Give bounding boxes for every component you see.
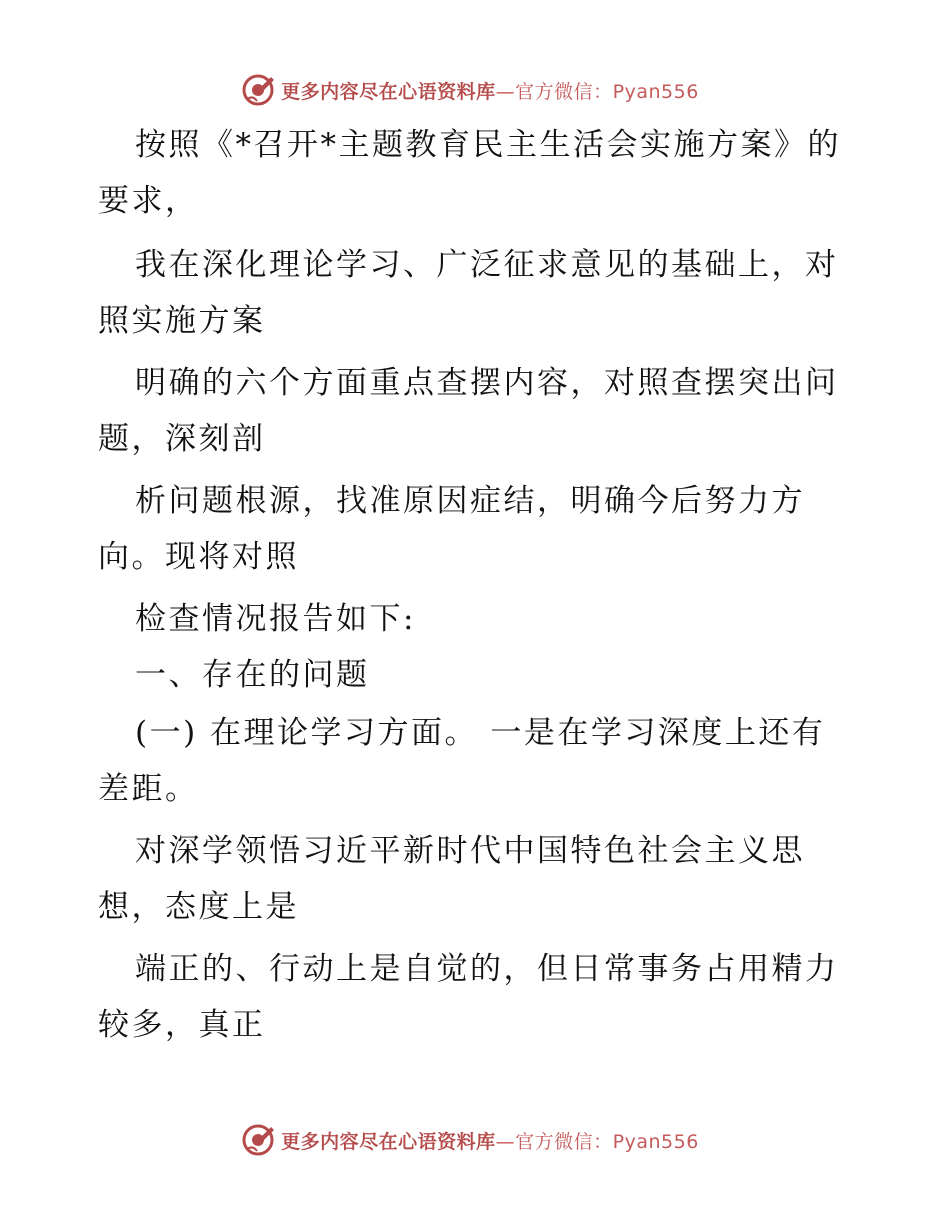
footer-brand: 更多内容尽在心语资料库 bbox=[281, 1130, 496, 1153]
section-heading: 一、存在的问题 bbox=[135, 657, 370, 693]
header-wechat: 官方微信：Pyan556 bbox=[515, 80, 699, 103]
body-line: 要求， bbox=[98, 183, 199, 219]
body-line: 端正的、行动上是自觉的，但日常事务占用精力 bbox=[135, 951, 839, 987]
footer-banner bbox=[0, 1120, 950, 1160]
header-text bbox=[281, 77, 699, 104]
body-line: 析问题根源，找准原因症结，明确今后努力方 bbox=[135, 483, 805, 519]
body-line: 想，态度上是 bbox=[98, 889, 299, 925]
body-line: 较多，真正 bbox=[98, 1007, 266, 1043]
writing-logo-icon bbox=[241, 73, 275, 107]
subsection-heading: (一) 在理论学习方面。 一是在学习深度上还有 bbox=[135, 715, 826, 751]
body-line: 对深学领悟习近平新时代中国特色社会主义思 bbox=[135, 833, 805, 869]
header-brand: 更多内容尽在心语资料库 bbox=[281, 80, 496, 103]
body-line: 按照《*召开*主题教育民主生活会实施方案》的 bbox=[135, 127, 841, 163]
body-line: 差距。 bbox=[98, 771, 199, 807]
header-banner bbox=[0, 70, 950, 110]
footer-text bbox=[281, 1127, 699, 1154]
footer-wechat: 官方微信：Pyan556 bbox=[515, 1130, 699, 1153]
body-line: 题，深刻剖 bbox=[98, 421, 266, 457]
body-line: 我在深化理论学习、广泛征求意见的基础上，对 bbox=[135, 247, 839, 283]
writing-logo-icon bbox=[241, 1123, 275, 1157]
body-line: 照实施方案 bbox=[98, 303, 266, 339]
footer-banner-inner bbox=[241, 1123, 699, 1157]
body-line: 向。现将对照 bbox=[98, 539, 299, 575]
footer-separator: — bbox=[495, 1130, 516, 1153]
header-separator: — bbox=[495, 80, 516, 103]
header-banner-inner bbox=[241, 73, 699, 107]
body-line: 明确的六个方面重点查摆内容，对照查摆突出问 bbox=[135, 365, 839, 401]
body-line: 检查情况报告如下: bbox=[135, 601, 416, 637]
